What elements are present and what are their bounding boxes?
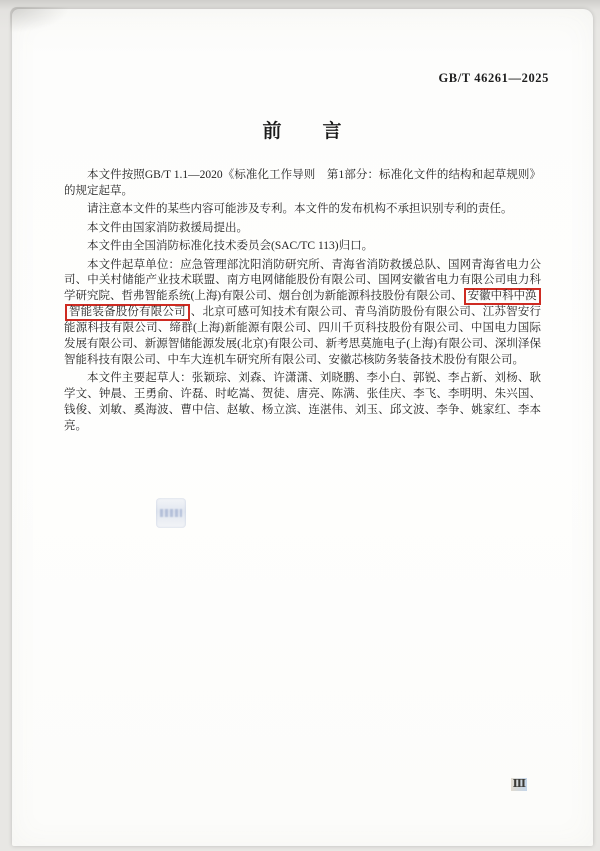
paragraph-drafting-organizations [64,258,541,369]
highlighted-company-red-box: 安徽中科中涣智能装备股份有限公司 [65,288,541,321]
paragraph-centralized-by: 本文件由全国消防标准化技术委员会(SAC/TC 113)归口。 [87,240,374,253]
paragraph-main-drafters: 本文件主要起草人：张颖琮、刘森、许潇潇、刘晓鹏、李小白、郭锐、李占新、刘杨、耿学文、钟晨、王勇俞、许磊、时屹嵩、贺徒、唐亮、陈满、张佳庆、李飞、李明明、朱兴国、钱俊、刘敏、奚海波、曹中信、赵敏、杨立滨、连湛伟、刘玉、邱文波、李争、姚家红、李本亮。 [64,372,541,433]
paragraph-patent-notice: 请注意本文件的某些内容可能涉及专利。本文件的发布机构不承担识别专利的责任。 [87,203,513,216]
page-number: Ⅲ [512,778,525,790]
watermark-stamp [156,498,186,528]
foreword-body [12,168,593,435]
page-title-foreword: 前 言 [262,121,343,142]
paragraph-drafting-rule: 本文件按照GB/T 1.1—2020《标准化工作导则 第1部分：标准化文件的结构和起草规则》的规定起草。 [64,169,541,197]
drafting-orgs-text-after: 、北京可感可知技术有限公司、青鸟消防股份有限公司、江苏智安行能源科技有限公司、缔群(上海)新能源有限公司、四川千页科技股份有限公司、中国电力国际发展有限公司、新源智储能源发展(北京)有限公司、新考思莫施电子(上海)有限公司、深圳泽保智能科技有限公司、中车大连机车研究所有限公司、安徽芯核防务装备技术股份有限公司。 [64,306,541,366]
drafting-orgs-text-before: 本文件起草单位：应急管理部沈阳消防研究所、青海省消防救援总队、国网青海省电力公司、中关村储能产业技术联盟、南方电网储能股份有限公司、国网安徽省电力有限公司电力科学研究院、哲弗智能系统(上海)有限公司、烟台创为新能源科技股份有限公司、 [64,258,541,303]
document-page [12,9,593,846]
paragraph-proposed-by: 本文件由国家消防救援局提出。 [87,221,248,234]
standard-number: GB/T 46261—2025 [438,71,549,85]
